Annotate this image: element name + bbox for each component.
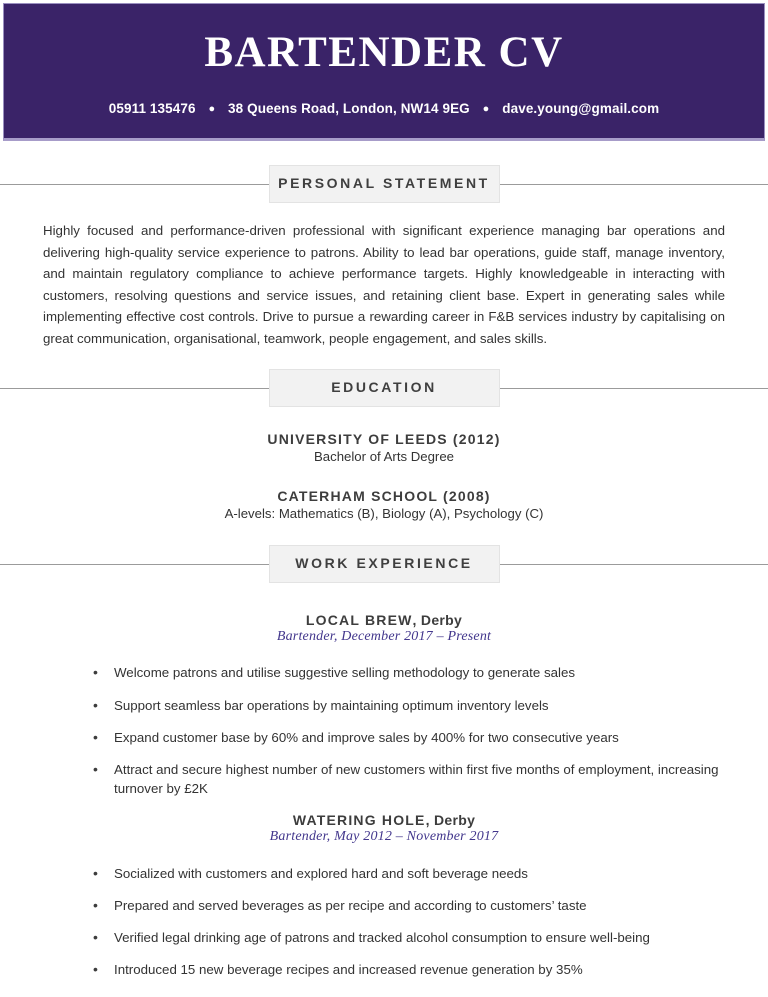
education-entry — [0, 431, 768, 464]
job-role-dates: Bartender, December 2017 – Present — [0, 629, 768, 645]
section-rule-left — [0, 184, 269, 185]
job-bullet: • Introduced 15 new beverage recipes and increased revenue generation by 35% — [93, 960, 728, 979]
contact-line — [4, 101, 764, 116]
section-rule-left — [0, 564, 269, 565]
page-title: BARTENDER CV — [4, 30, 764, 75]
education-detail: Bachelor of Arts Degree — [0, 449, 768, 464]
education-institution: CATERHAM SCHOOL (2008) — [0, 488, 768, 504]
section-label-box — [269, 545, 500, 583]
job-entry — [0, 812, 768, 845]
job-bullet: • Expand customer base by 60% and improve sales by 400% for two consecutive years — [93, 728, 728, 747]
section-title: EDUCATION — [331, 379, 437, 395]
section-title: WORK EXPERIENCE — [295, 555, 472, 571]
section-label-box — [269, 369, 500, 407]
job-bullet: • Prepared and served beverages as per recipe and according to customers’ taste — [93, 896, 728, 915]
section-header-personal-statement — [0, 165, 768, 203]
job-bullet: • Welcome patrons and utilise suggestive selling methodology to generate sales — [93, 663, 728, 682]
personal-statement-text: Highly focused and performance-driven professional with significant experience managing bar operations and delivering high-quality service experience to patrons. Ability to lead bar operations, guide staff, manage inventory, and maintain regulatory compliance to achieve performance targets. Highly knowledgeable in interacting with customers, resolving questions and service issues, and retaining client base. Expert in generating sales while implementing effective cost controls. Drive to pursue a rewarding career in F&B services industry by capitalising on great communication, organisational, teamwork, people engagement, and sales skills. — [43, 220, 725, 349]
job-bullet: • Socialized with customers and explored hard and soft beverage needs — [93, 864, 728, 883]
job-company-name: LOCAL BREW — [306, 612, 413, 628]
job-bullet-list — [93, 864, 728, 980]
job-company — [0, 812, 768, 828]
section-title: PERSONAL STATEMENT — [278, 175, 490, 191]
section-rule-left — [0, 388, 269, 389]
contact-email: dave.young@gmail.com — [502, 101, 659, 116]
section-rule-right — [500, 184, 768, 185]
job-company — [0, 612, 768, 628]
job-role-dates: Bartender, May 2012 – November 2017 — [0, 829, 768, 845]
section-rule-right — [500, 564, 768, 565]
job-bullet: • Verified legal drinking age of patrons and tracked alcohol consumption to ensure well-being — [93, 928, 728, 947]
section-rule-right — [500, 388, 768, 389]
job-bullet: • Attract and secure highest number of new customers within first five months of employment, increasing turnover by £2K — [93, 760, 728, 799]
job-location: , Derby — [413, 612, 463, 628]
contact-separator-icon: ● — [483, 103, 490, 115]
contact-address: 38 Queens Road, London, NW14 9EG — [228, 101, 470, 116]
cv-header-banner — [3, 3, 765, 141]
job-bullet: • Support seamless bar operations by maintaining optimum inventory levels — [93, 696, 728, 715]
section-header-work-experience — [0, 545, 768, 583]
education-detail: A-levels: Mathematics (B), Biology (A), Psychology (C) — [0, 506, 768, 521]
contact-separator-icon: ● — [208, 103, 215, 115]
contact-phone: 05911 135476 — [109, 101, 196, 116]
job-entry — [0, 612, 768, 645]
job-company-name: WATERING HOLE — [293, 812, 426, 828]
job-bullet-list — [93, 663, 728, 798]
section-header-education — [0, 369, 768, 407]
education-entry — [0, 488, 768, 521]
job-location: , Derby — [426, 812, 476, 828]
section-label-box — [269, 165, 500, 203]
education-institution: UNIVERSITY OF LEEDS (2012) — [0, 431, 768, 447]
